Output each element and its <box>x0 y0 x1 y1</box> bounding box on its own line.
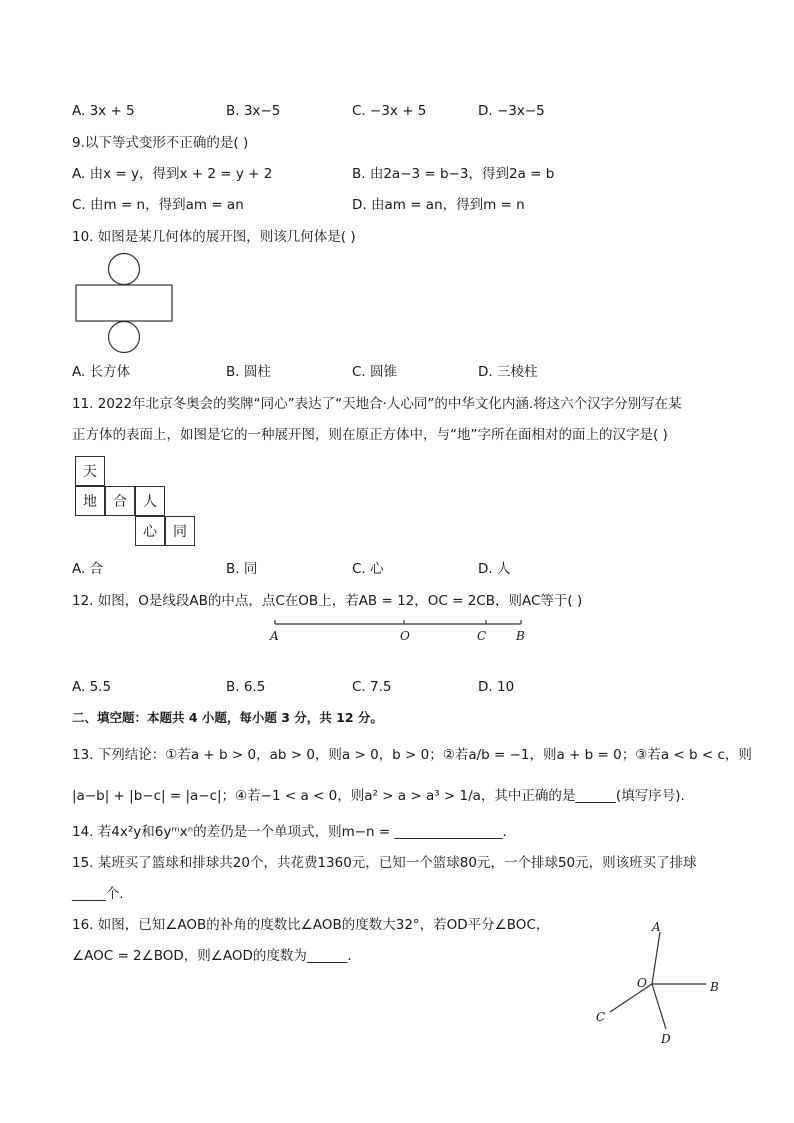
q9-option-c: C. 由m = n，得到am = an <box>72 197 244 213</box>
q12-stem: 12. 如图，O是线段AB的中点，点C在OB上，若AB = 12，OC = 2CB，则AC等于( ) <box>72 593 583 609</box>
net-cell-tong: 同 <box>165 516 195 546</box>
q10-stem: 10. 如图是某几何体的展开图，则该几何体是( ) <box>72 229 356 245</box>
point-b-label: B <box>516 629 525 643</box>
angle-figure <box>586 914 726 1050</box>
q13-line1: 13. 下列结论：①若a + b > 0，ab > 0，则a > 0，b > 0；②若a/b = −1，则a + b = 0；③若a < b < c，则 <box>72 747 752 763</box>
q10-option-d: D. 三棱柱 <box>478 364 538 380</box>
net-cell-he: 合 <box>105 486 135 516</box>
q8-option-a: A. 3x + 5 <box>72 103 135 119</box>
cylinder-net-figure <box>70 252 180 356</box>
ray-od <box>652 984 666 1029</box>
q9-option-b: B. 由2a−3 = b−3，得到2a = b <box>352 166 555 182</box>
angle-point-o-label: O <box>637 976 647 990</box>
point-a-label: A <box>270 629 279 643</box>
q8-option-b: B. 3x−5 <box>226 103 281 119</box>
q14-stem: 14. 若4x²y和6yᵐxⁿ的差仍是一个单项式，则m−n = ________________. <box>72 824 507 840</box>
q15-line1: 15. 某班买了篮球和排球共20个，共花费1360元，已知一个篮球80元，一个排球50元，则该班买了排球 <box>72 855 697 871</box>
net-bottom-circle <box>109 322 140 353</box>
angle-point-d-label: D <box>661 1032 671 1046</box>
q15-line2: _____个. <box>72 886 124 902</box>
q9-option-d: D. 由am = an，得到m = n <box>352 197 525 213</box>
ray-oa <box>652 932 660 984</box>
q9-stem: 9.以下等式变形不正确的是( ) <box>72 135 249 151</box>
net-rectangle <box>76 285 172 321</box>
angle-point-a-label: A <box>652 920 661 934</box>
net-cell-xin: 心 <box>135 516 165 546</box>
q10-option-b: B. 圆柱 <box>226 364 271 380</box>
q11-option-a: A. 合 <box>72 561 104 577</box>
q8-option-d: D. −3x−5 <box>478 103 545 119</box>
angle-point-c-label: C <box>596 1010 606 1024</box>
q13-line2: |a−b| + |b−c| = |a−c|；④若−1 < a < 0，则a² > a > a³ > 1/a，其中正确的是______(填写序号). <box>72 788 685 804</box>
q12-option-c: C. 7.5 <box>352 679 392 695</box>
net-cell-di: 地 <box>75 486 105 516</box>
segment-figure <box>266 616 532 646</box>
q12-option-b: B. 6.5 <box>226 679 266 695</box>
net-cell-tian: 天 <box>75 456 105 486</box>
q10-option-c: C. 圆锥 <box>352 364 398 380</box>
angle-point-b-label: B <box>710 980 719 994</box>
q11-option-c: C. 心 <box>352 561 384 577</box>
q11-stem-line2: 正方体的表面上，如图是它的一种展开图，则在原正方体中，与“地”字所在面相对的面上的汉字是( ) <box>72 427 668 443</box>
point-o-label: O <box>400 629 410 643</box>
q16-line2: ∠AOC = 2∠BOD，则∠AOD的度数为______. <box>72 948 352 964</box>
q12-option-d: D. 10 <box>478 679 515 695</box>
q16-line1: 16. 如图，已知∠AOB的补角的度数比∠AOB的度数大32°，若OD平分∠BOC， <box>72 917 550 933</box>
q11-stem-line1: 11. 2022年北京冬奥会的奖牌“同心”表达了“天地合·人心同”的中华文化内涵.将这六个汉字分别写在某 <box>72 396 682 412</box>
q12-option-a: A. 5.5 <box>72 679 112 695</box>
point-c-label: C <box>477 629 487 643</box>
q11-option-b: B. 同 <box>226 561 258 577</box>
section-heading-fill-in: 二、填空题：本题共 4 小题，每小题 3 分，共 12 分。 <box>72 710 383 725</box>
q9-option-a: A. 由x = y，得到x + 2 = y + 2 <box>72 166 273 182</box>
q8-option-c: C. −3x + 5 <box>352 103 427 119</box>
q11-option-d: D. 人 <box>478 561 511 577</box>
net-top-circle <box>109 254 140 285</box>
q10-option-a: A. 长方体 <box>72 364 131 380</box>
net-cell-ren: 人 <box>135 486 165 516</box>
